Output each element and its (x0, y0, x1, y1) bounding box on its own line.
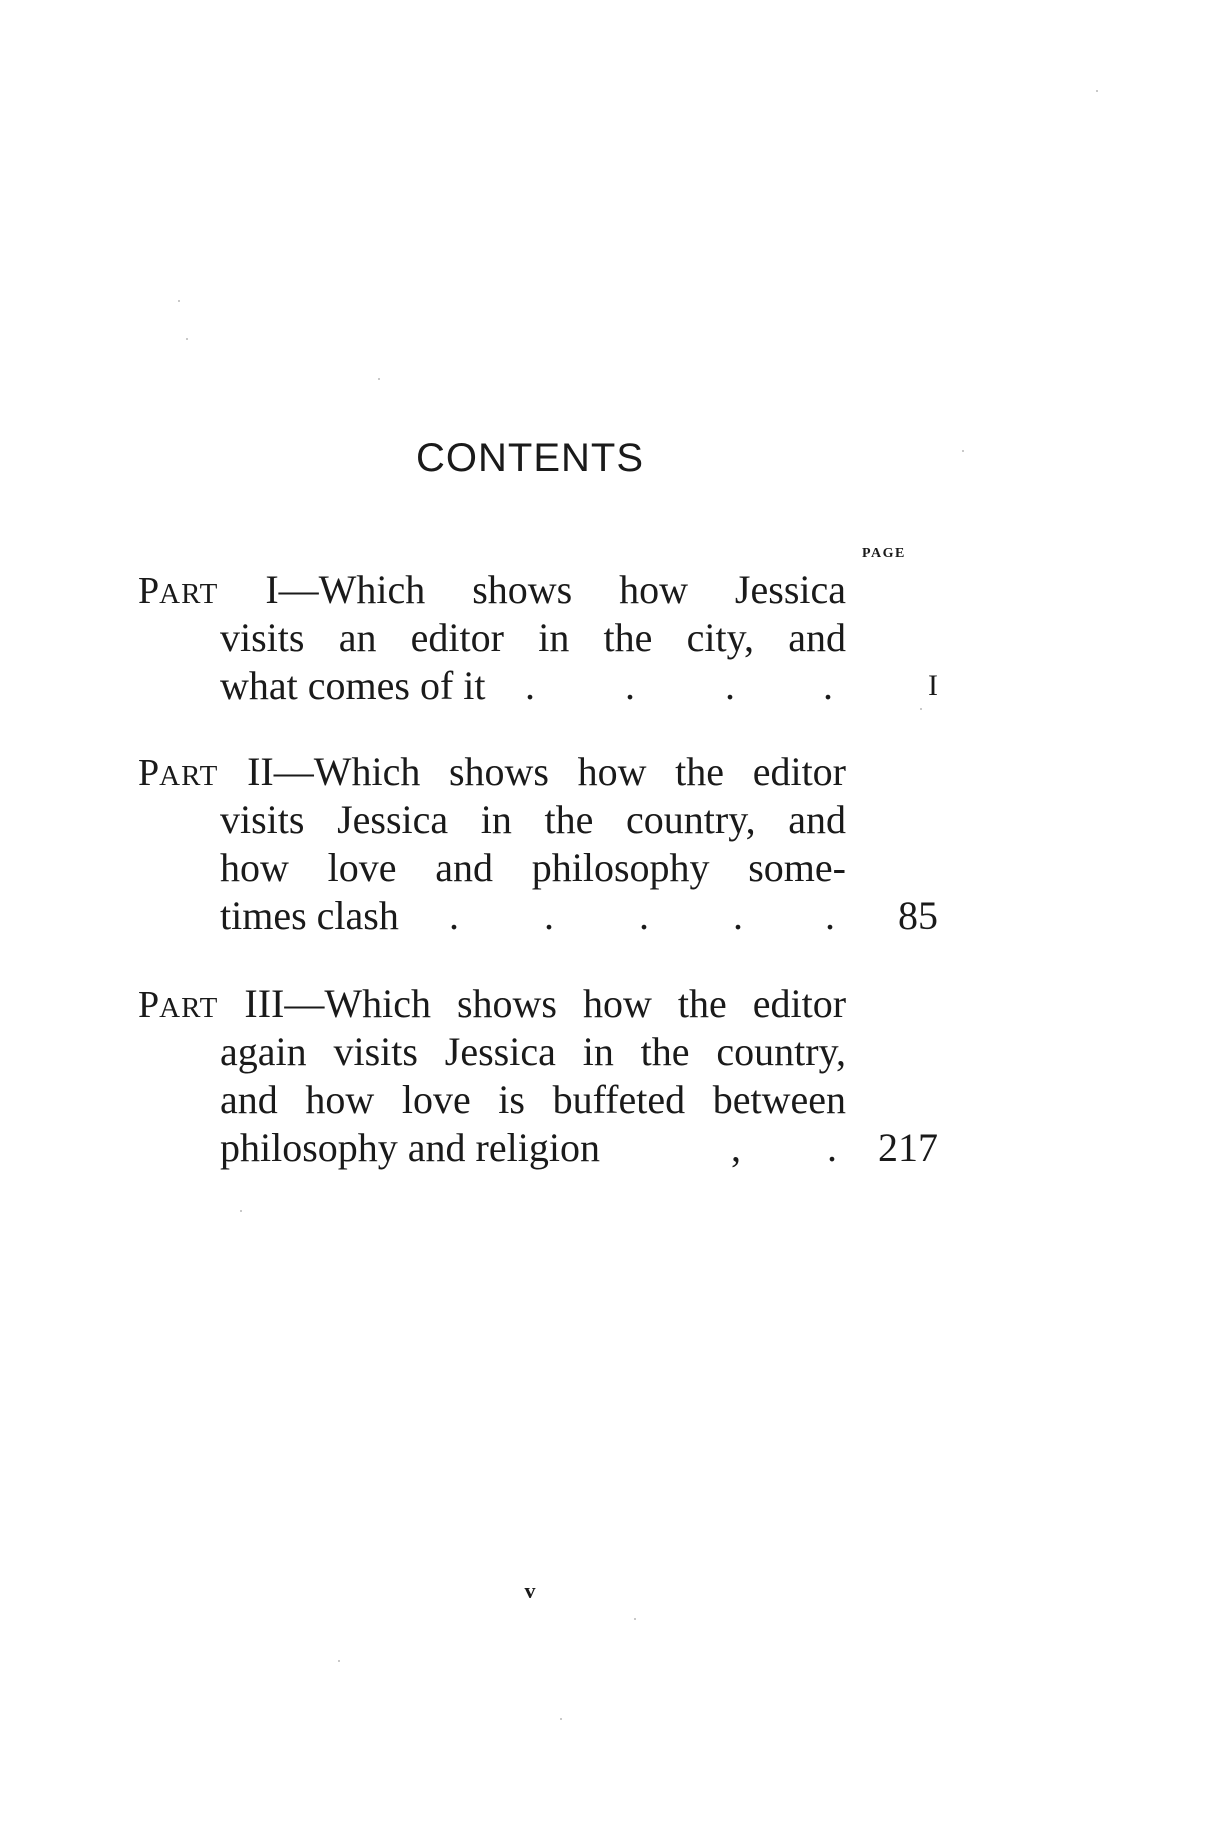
page-number: 217 (878, 1125, 938, 1170)
entry-continuation-line: and how love is buffeted between (220, 1077, 846, 1122)
paper-speck (962, 450, 964, 452)
entry-first-line (138, 748, 846, 796)
dot-leader: . . . . . (449, 893, 835, 938)
entry-final-line: what comes of it (220, 663, 486, 708)
entry-continuation-line: how love and philosophy some- (220, 845, 846, 890)
entry-final-line: philosophy and religion (220, 1125, 600, 1170)
paper-speck (920, 708, 922, 710)
part-label: PART (138, 570, 219, 612)
dot-leader: . . . . (525, 663, 833, 708)
entry-heading-text: I—Which shows how Jessica (265, 567, 847, 612)
paper-speck (378, 378, 380, 380)
entry-first-line (138, 566, 846, 614)
paper-speck (186, 338, 188, 340)
paper-speck (634, 1618, 636, 1620)
entry-final-line: times clash (220, 893, 399, 938)
part-label: PART (138, 984, 219, 1026)
paper-speck (1096, 90, 1098, 92)
paper-speck (240, 1210, 242, 1212)
entry-continuation-line: again visits Jessica in the country, (220, 1029, 846, 1074)
page-folio: v (524, 1578, 536, 1603)
entry-heading-text: II—Which shows how the editor (247, 749, 846, 794)
contents-heading: CONTENTS (416, 436, 644, 480)
entry-continuation-line: visits an editor in the city, and (220, 615, 846, 660)
paper-speck (338, 1660, 340, 1662)
page-column-label: PAGE (862, 546, 906, 561)
entry-continuation-line: visits Jessica in the country, and (220, 797, 846, 842)
paper-speck (178, 300, 180, 302)
paper-speck (560, 1718, 562, 1720)
entry-heading-text: III—Which shows how the editor (244, 981, 847, 1026)
entry-first-line (138, 980, 846, 1028)
dot-leader: , . (731, 1125, 837, 1170)
part-label: PART (138, 752, 219, 794)
page-number: 85 (898, 893, 938, 938)
page-number: I (928, 669, 938, 702)
